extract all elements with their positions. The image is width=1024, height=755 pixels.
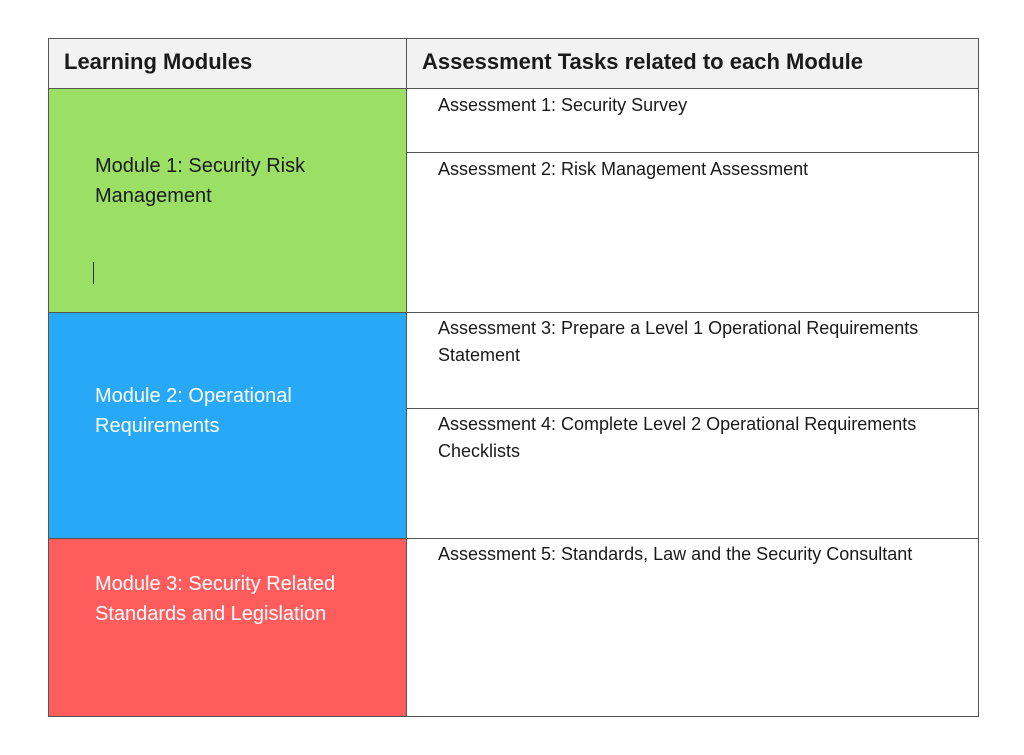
header-learning-modules [49,39,407,89]
assessment-3-cell[interactable] [407,313,978,409]
assessment-4-label: Assessment 4: Complete Level 2 Operational Requirements Checklists [438,414,917,461]
module-1-label: Module 1: Security Risk Management [95,155,306,207]
assessment-2-cell[interactable] [407,153,978,313]
header-learning-modules-label: Learning Modules [64,49,253,74]
assessment-1-cell[interactable] [407,89,978,153]
assessment-5-cell[interactable] [407,539,978,716]
text-cursor [93,262,94,284]
module-2-cell[interactable] [49,313,407,539]
modules-assessments-table [48,38,979,717]
header-assessment-tasks [407,39,978,89]
assessment-1-label: Assessment 1: Security Survey [438,95,688,115]
module-1-cell[interactable] [49,89,407,313]
module-3-cell[interactable] [49,539,407,716]
assessment-3-label: Assessment 3: Prepare a Level 1 Operational Requirements Statement [438,318,919,365]
module-2-label: Module 2: Operational Requirements [95,385,292,437]
assessment-5-label: Assessment 5: Standards, Law and the Security Consultant [438,544,913,564]
assessment-2-label: Assessment 2: Risk Management Assessment [438,159,809,179]
header-assessment-tasks-label: Assessment Tasks related to each Module [422,49,863,74]
assessment-4-cell[interactable] [407,409,978,539]
module-3-label: Module 3: Security Related Standards and Legislation [95,573,336,625]
